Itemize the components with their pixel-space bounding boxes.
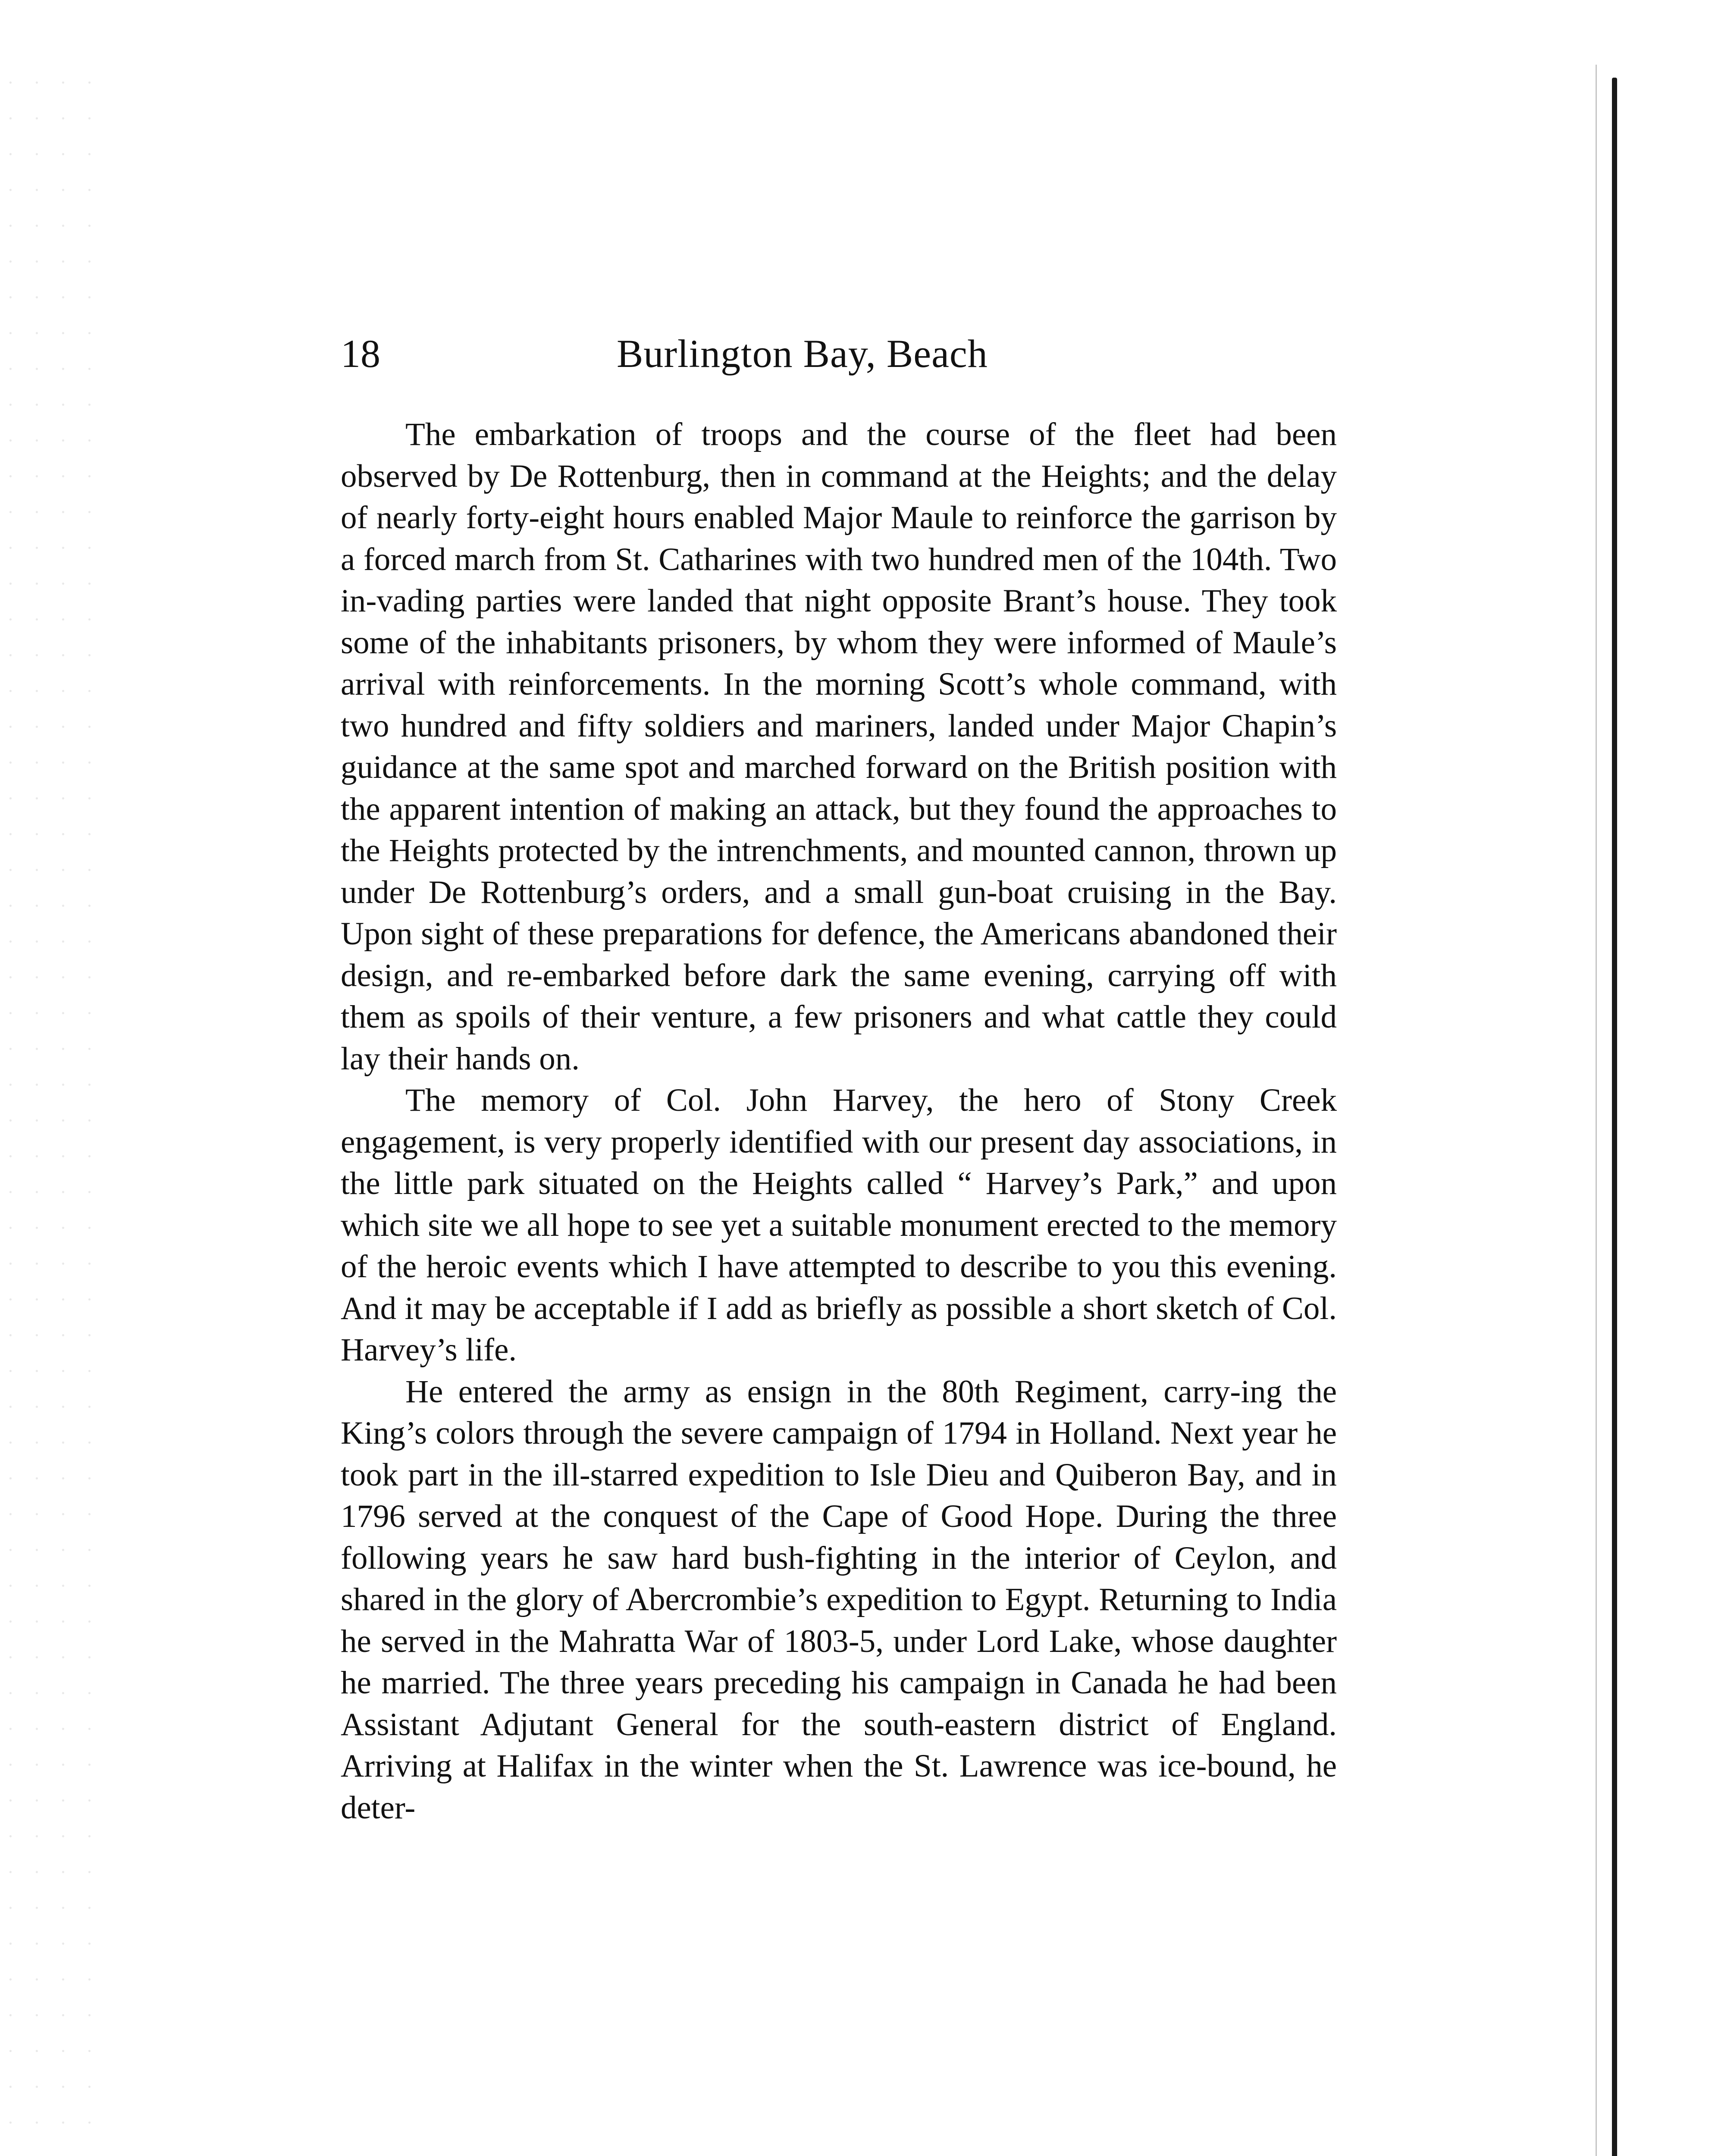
body-text	[341, 414, 1337, 1829]
running-title: Burlington Bay, Beach	[617, 332, 988, 376]
scan-speckle-left	[0, 65, 95, 2156]
page-number: 18	[341, 332, 380, 376]
paragraph-harvey-memory: The memory of Col. John Harvey, the hero of Stony Creek engagement, is very properly identified with our present day associations, in the little park situated on the Heights called “ Harvey’s Park,” and upon which site we all hope to see yet a suitable monument erected to the memory of the heroic events which I have attempted to describe to you this evening. And it may be acceptable if I add as briefly as possible a short sketch of Col. Harvey’s life.	[341, 1082, 1337, 1368]
paragraph-embarkation: The embarkation of troops and the course of the fleet had been observed by De Rottenburg, then in command at the Heights; and the delay of nearly forty-eight hours enabled Major Maule to reinforce the garrison by a forced march from St. Catharines with two hundred men of the 104th. Two in-vading parties were landed that night opposite Brant’s house. They took some of the inhabitants prisoners, by whom they were informed of Maule’s arrival with reinforcements. In the morning Scott’s whole command, with two hundred and fifty soldiers and mariners, landed under Major Chapin’s guidance at the same spot and marched forward on the British position with the apparent intention of making an attack, but they found the approaches to the Heights protected by the intrenchments, and mounted cannon, thrown up under De Rottenburg’s orders, and a small gun-boat cruising in the Bay. Upon sight of these preparations for defence, the Americans abandoned their design, and re-embarked before dark the same evening, carrying off with them as spoils of their venture, a few prisoners and what cattle they could lay their hands on.	[341, 417, 1337, 1077]
binding-edge-line	[1612, 78, 1617, 2156]
paragraph-harvey-career: He entered the army as ensign in the 80th Regiment, carry-ing the King’s colors through the severe campaign of 1794 in Holland. Next year he took part in the ill-starred expedition to Isle Dieu and Quiberon Bay, and in 1796 served at the conquest of the Cape of Good Hope. During the three following years he saw hard bush-fighting in the interior of Ceylon, and shared in the glory of Abercrombie’s expedition to Egypt. Returning to India he served in the Mahratta War of 1803-5, under Lord Lake, whose daughter he married. The three years preceding his campaign in Canada he had been Assistant Adjutant General for the south-eastern district of England. Arriving at Halifax in the winter when the St. Lawrence was ice-bound, he deter-	[341, 1373, 1337, 1826]
running-header	[341, 328, 1337, 388]
page-edge-shadow	[1596, 65, 1597, 2156]
